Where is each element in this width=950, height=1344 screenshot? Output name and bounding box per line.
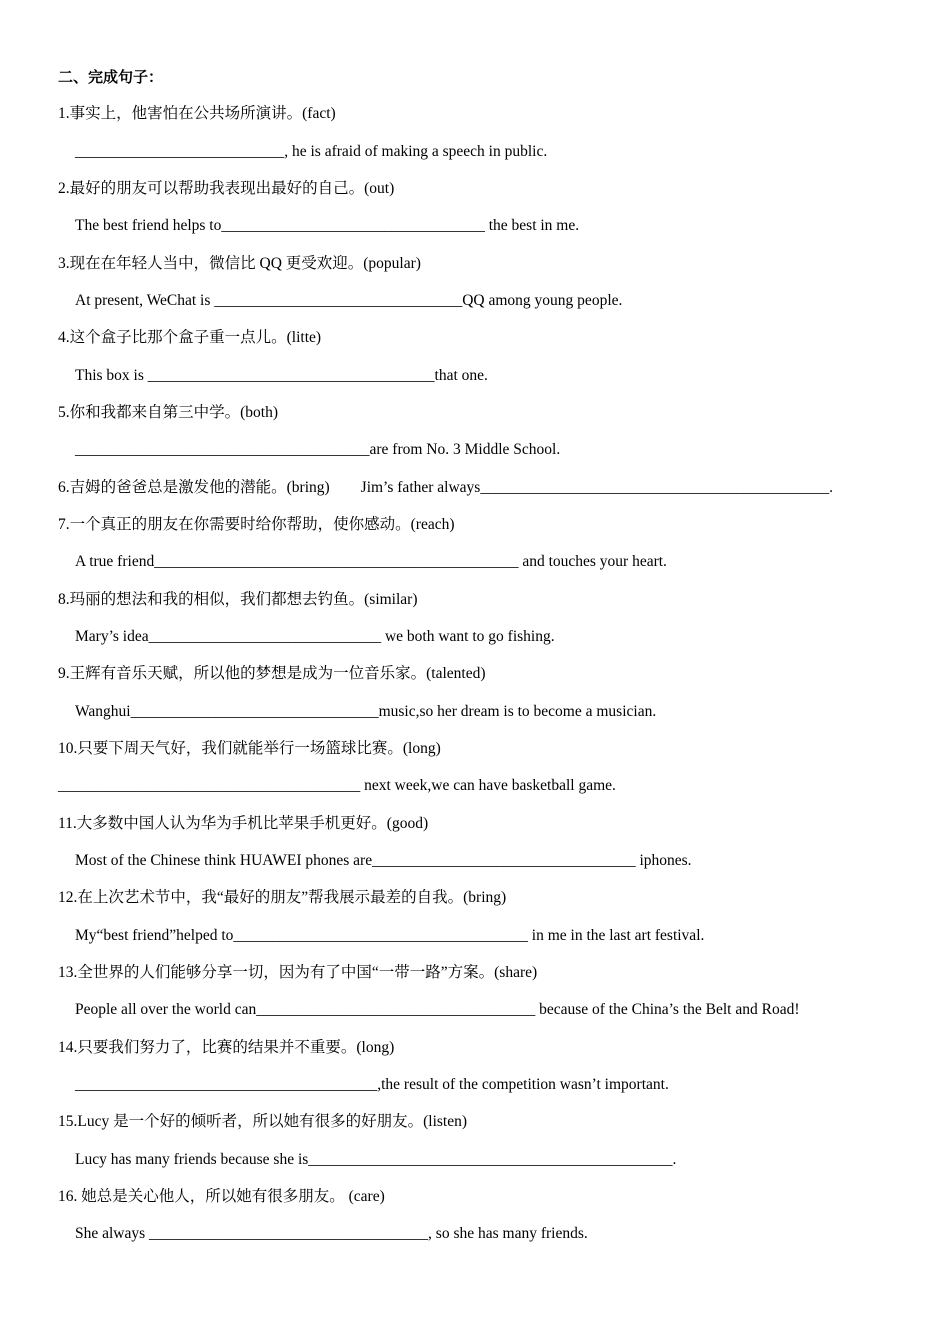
question-4-answer: This box is _____________________________________that one. bbox=[75, 367, 488, 384]
question-5-answer: ______________________________________are from No. 3 Middle School. bbox=[75, 441, 561, 458]
question-9-answer: Wanghui________________________________music,so her dream is to become a musician. bbox=[75, 703, 657, 720]
question-1-answer: ___________________________, he is afraid of making a speech in public. bbox=[75, 143, 548, 160]
question-12-prompt: 12.在上次艺术节中，我“最好的朋友”帮我展示最差的自我。(bring) bbox=[58, 889, 507, 906]
question-2-prompt: 2.最好的朋友可以帮助我表现出最好的自己。(out) bbox=[58, 180, 395, 197]
section-title: 二、完成句子： bbox=[58, 70, 164, 86]
question-1-prompt: 1.事实上，他害怕在公共场所演讲。(fact) bbox=[58, 105, 336, 122]
question-5-prompt: 5.你和我都来自第三中学。(both) bbox=[58, 404, 279, 421]
question-15-prompt: 15.Lucy 是一个好的倾听者，所以她有很多的好朋友。(listen) bbox=[58, 1113, 468, 1130]
question-15-answer: Lucy has many friends because she is_______________________________________________. bbox=[75, 1151, 677, 1168]
question-2-answer: The best friend helps to__________________________________ the best in me. bbox=[75, 217, 580, 234]
question-13-prompt: 13.全世界的人们能够分享一切，因为有了中国“一带一路”方案。(share) bbox=[58, 964, 538, 981]
question-10-answer: _______________________________________ next week,we can have basketball game. bbox=[58, 777, 616, 794]
question-10-prompt: 10.只要下周天气好，我们就能举行一场篮球比赛。(long) bbox=[58, 740, 441, 757]
question-8-answer: Mary’s idea______________________________ we both want to go fishing. bbox=[75, 628, 555, 645]
question-12-answer: My“best friend”helped to______________________________________ in me in the last art festival. bbox=[75, 927, 705, 944]
question-9-prompt: 9.王辉有音乐天赋，所以他的梦想是成为一位音乐家。(talented) bbox=[58, 665, 486, 682]
question-13-answer: People all over the world can____________________________________ because of the China’s the Belt and Road! bbox=[75, 1001, 800, 1018]
question-3-answer: At present, WeChat is ________________________________QQ among young people. bbox=[75, 292, 623, 309]
question-14-prompt: 14.只要我们努力了，比赛的结果并不重要。(long) bbox=[58, 1039, 395, 1056]
question-7-prompt: 7.一个真正的朋友在你需要时给你帮助，使你感动。(reach) bbox=[58, 516, 455, 533]
question-14-answer: _______________________________________,the result of the competition wasn’t important. bbox=[75, 1076, 669, 1093]
question-3-prompt: 3.现在在年轻人当中，微信比 QQ 更受欢迎。(popular) bbox=[58, 255, 421, 272]
question-16-answer: She always ____________________________________, so she has many friends. bbox=[75, 1225, 588, 1242]
question-6-prompt: 6.吉姆的爸爸总是激发他的潜能。(bring) Jim’s father always_____________________________________________. bbox=[58, 479, 833, 496]
question-7-answer: A true friend_______________________________________________ and touches your heart. bbox=[75, 553, 667, 570]
question-8-prompt: 8.玛丽的想法和我的相似，我们都想去钓鱼。(similar) bbox=[58, 591, 418, 608]
question-11-answer: Most of the Chinese think HUAWEI phones are__________________________________ iphones. bbox=[75, 852, 692, 869]
question-11-prompt: 11.大多数中国人认为华为手机比苹果手机更好。(good) bbox=[58, 815, 429, 832]
question-16-prompt: 16. 她总是关心他人，所以她有很多朋友。 (care) bbox=[58, 1188, 385, 1205]
question-4-prompt: 4.这个盒子比那个盒子重一点儿。(litte) bbox=[58, 329, 322, 346]
